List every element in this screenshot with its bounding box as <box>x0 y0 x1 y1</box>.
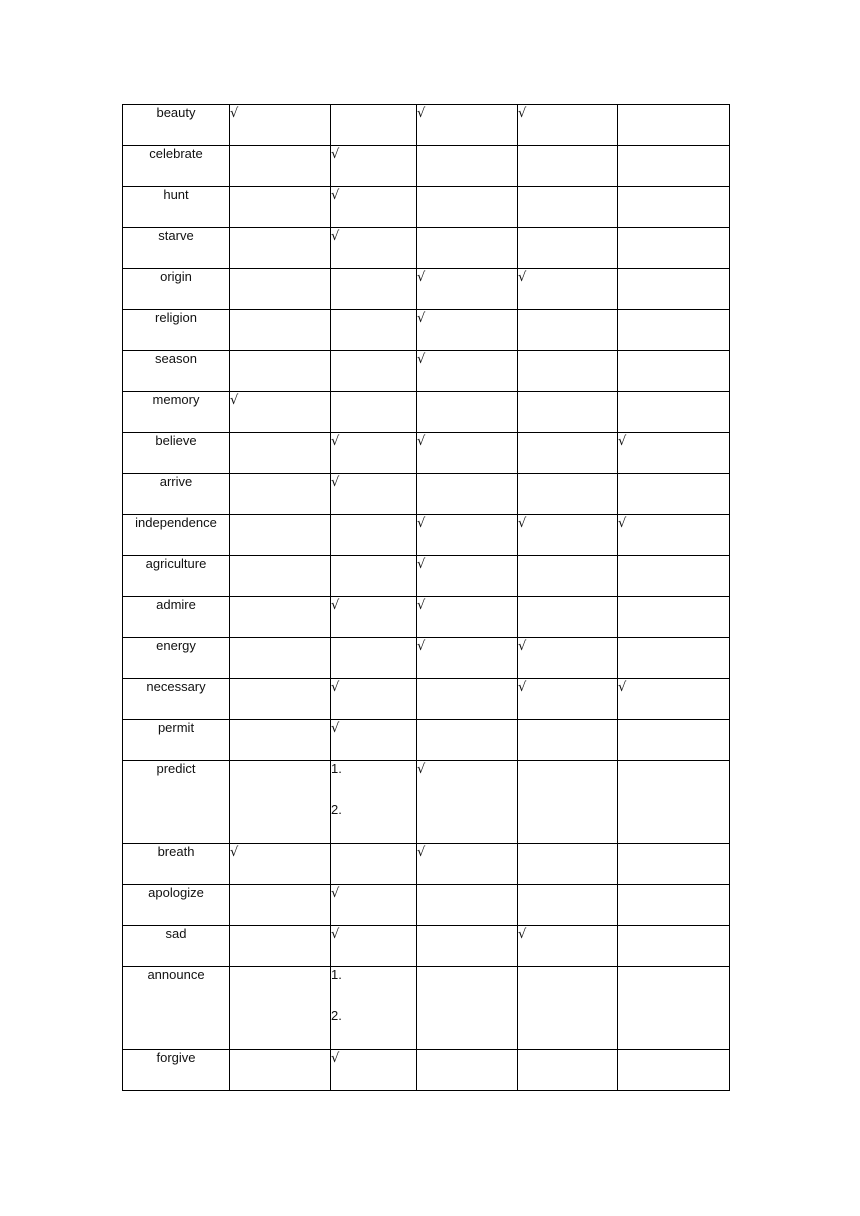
table-row <box>123 351 730 392</box>
mark-cell <box>331 761 417 844</box>
mark-cell <box>331 269 417 310</box>
mark-cell <box>518 556 618 597</box>
mark-cell <box>331 187 417 228</box>
word-cell <box>123 926 230 967</box>
mark-cell <box>417 885 518 926</box>
mark-cell <box>230 597 331 638</box>
mark-cell <box>518 967 618 1050</box>
check-mark: √ <box>518 106 527 121</box>
word-cell <box>123 638 230 679</box>
word-label: announce <box>147 967 205 982</box>
mark-cell <box>230 761 331 844</box>
mark-cell <box>230 1050 331 1091</box>
mark-cell <box>518 105 618 146</box>
mark-cell <box>417 515 518 556</box>
mark-cell <box>618 761 730 844</box>
word-label: predict <box>156 761 196 776</box>
mark-cell <box>518 515 618 556</box>
check-mark: √ <box>331 927 340 942</box>
mark-cell <box>331 1050 417 1091</box>
table-row <box>123 515 730 556</box>
mark-cell <box>518 638 618 679</box>
mark-cell <box>417 433 518 474</box>
mark-cell <box>230 679 331 720</box>
mark-cell <box>230 844 331 885</box>
mark-cell <box>230 515 331 556</box>
mark-cell <box>331 597 417 638</box>
mark-cell <box>417 1050 518 1091</box>
word-cell <box>123 392 230 433</box>
word-label: arrive <box>159 474 193 489</box>
mark-cell <box>518 679 618 720</box>
mark-cell <box>618 885 730 926</box>
mark-cell <box>230 392 331 433</box>
word-label: independence <box>135 515 217 530</box>
mark-cell <box>331 105 417 146</box>
check-mark: √ <box>518 270 527 285</box>
check-mark: √ <box>417 270 426 285</box>
mark-cell <box>618 105 730 146</box>
word-label: memory <box>152 392 200 407</box>
mark-cell <box>417 187 518 228</box>
mark-cell <box>230 146 331 187</box>
mark-cell <box>518 474 618 515</box>
check-mark: √ <box>417 106 426 121</box>
word-cell <box>123 105 230 146</box>
mark-cell <box>618 556 730 597</box>
check-mark: √ <box>230 845 239 860</box>
mark-cell <box>230 556 331 597</box>
mark-cell <box>230 351 331 392</box>
word-label: believe <box>155 433 197 448</box>
word-cell <box>123 720 230 761</box>
mark-cell <box>331 433 417 474</box>
mark-cell <box>518 720 618 761</box>
mark-cell <box>417 844 518 885</box>
table-row <box>123 392 730 433</box>
mark-cell <box>331 844 417 885</box>
word-cell <box>123 351 230 392</box>
word-cell <box>123 433 230 474</box>
word-label: permit <box>157 720 195 735</box>
mark-cell <box>331 351 417 392</box>
mark-cell <box>417 228 518 269</box>
table-row <box>123 105 730 146</box>
word-label: hunt <box>163 187 189 202</box>
mark-cell <box>618 433 730 474</box>
mark-cell <box>230 638 331 679</box>
word-label: beauty <box>156 105 196 120</box>
mark-cell <box>518 228 618 269</box>
mark-cell <box>618 351 730 392</box>
mark-cell <box>518 310 618 351</box>
word-cell <box>123 761 230 844</box>
mark-cell <box>518 885 618 926</box>
table-row <box>123 720 730 761</box>
table-row <box>123 967 730 1050</box>
check-mark: √ <box>230 106 239 121</box>
check-mark: √ <box>417 845 426 860</box>
mark-cell <box>417 474 518 515</box>
word-cell <box>123 474 230 515</box>
check-mark: √ <box>518 639 527 654</box>
mark-cell <box>331 474 417 515</box>
table-row <box>123 228 730 269</box>
mark-cell <box>230 433 331 474</box>
word-cell <box>123 597 230 638</box>
word-label: breath <box>157 844 195 859</box>
word-cell <box>123 679 230 720</box>
mark-cell <box>518 269 618 310</box>
mark-cell <box>230 310 331 351</box>
mark-cell <box>618 679 730 720</box>
word-label: religion <box>155 310 197 325</box>
word-cell <box>123 556 230 597</box>
mark-cell <box>417 720 518 761</box>
mark-cell <box>331 720 417 761</box>
mark-cell <box>417 967 518 1050</box>
mark-cell <box>518 146 618 187</box>
check-mark: √ <box>417 762 426 777</box>
table-row <box>123 679 730 720</box>
mark-cell <box>518 392 618 433</box>
mark-cell <box>331 392 417 433</box>
word-label: starve <box>158 228 194 243</box>
check-mark: √ <box>518 680 527 695</box>
mark-cell <box>518 844 618 885</box>
mark-cell <box>518 761 618 844</box>
mark-cell <box>417 105 518 146</box>
mark-cell <box>518 926 618 967</box>
mark-cell <box>331 146 417 187</box>
mark-cell <box>230 926 331 967</box>
mark-cell <box>618 146 730 187</box>
check-mark: √ <box>417 311 426 326</box>
check-mark: √ <box>331 229 340 244</box>
mark-cell <box>618 228 730 269</box>
check-mark: √ <box>331 598 340 613</box>
mark-cell <box>331 638 417 679</box>
table-row <box>123 433 730 474</box>
check-mark: √ <box>518 927 527 942</box>
mark-cell <box>518 351 618 392</box>
mark-cell <box>417 269 518 310</box>
check-mark: √ <box>230 393 239 408</box>
check-mark: √ <box>331 475 340 490</box>
mark-cell <box>618 720 730 761</box>
mark-cell <box>331 228 417 269</box>
mark-cell <box>618 269 730 310</box>
mark-cell <box>618 187 730 228</box>
check-mark: √ <box>417 557 426 572</box>
mark-cell <box>230 720 331 761</box>
check-mark: √ <box>331 434 340 449</box>
mark-cell <box>230 967 331 1050</box>
word-cell <box>123 1050 230 1091</box>
word-cell <box>123 310 230 351</box>
mark-cell <box>618 967 730 1050</box>
word-cell <box>123 228 230 269</box>
numbered-item: 2. <box>331 1008 342 1023</box>
word-label: apologize <box>148 885 204 900</box>
mark-cell <box>618 844 730 885</box>
word-label: energy <box>156 638 196 653</box>
word-label: admire <box>156 597 196 612</box>
table-row <box>123 761 730 844</box>
word-label: sad <box>165 926 187 941</box>
mark-cell <box>230 228 331 269</box>
table-row <box>123 269 730 310</box>
mark-cell <box>417 597 518 638</box>
numbered-item: 1. <box>331 761 342 776</box>
numbered-item: 1. <box>331 967 342 982</box>
table-row <box>123 474 730 515</box>
mark-cell <box>331 885 417 926</box>
check-mark: √ <box>331 147 340 162</box>
table-row <box>123 1050 730 1091</box>
mark-cell <box>230 187 331 228</box>
mark-cell <box>230 474 331 515</box>
mark-cell <box>618 638 730 679</box>
word-label: forgive <box>156 1050 196 1065</box>
word-label: season <box>155 351 197 366</box>
check-mark: √ <box>417 434 426 449</box>
mark-cell <box>417 351 518 392</box>
word-cell <box>123 515 230 556</box>
mark-cell <box>518 433 618 474</box>
mark-cell <box>417 679 518 720</box>
mark-cell <box>417 146 518 187</box>
check-mark: √ <box>618 434 627 449</box>
word-cell <box>123 967 230 1050</box>
table-row <box>123 187 730 228</box>
check-mark: √ <box>618 516 627 531</box>
mark-cell <box>618 926 730 967</box>
mark-cell <box>331 967 417 1050</box>
mark-cell <box>417 926 518 967</box>
word-label: necessary <box>146 679 206 694</box>
word-label: origin <box>160 269 192 284</box>
check-mark: √ <box>331 680 340 695</box>
check-mark: √ <box>331 188 340 203</box>
table-row <box>123 885 730 926</box>
table-row <box>123 926 730 967</box>
word-cell <box>123 885 230 926</box>
word-cell <box>123 844 230 885</box>
mark-cell <box>417 392 518 433</box>
check-mark: √ <box>417 598 426 613</box>
word-cell <box>123 146 230 187</box>
table-row <box>123 638 730 679</box>
table-row <box>123 310 730 351</box>
word-table-body <box>123 105 730 1091</box>
mark-cell <box>331 926 417 967</box>
mark-cell <box>618 392 730 433</box>
mark-cell <box>618 515 730 556</box>
mark-cell <box>331 310 417 351</box>
mark-cell <box>618 310 730 351</box>
mark-cell <box>618 474 730 515</box>
word-label: agriculture <box>145 556 207 571</box>
table-row <box>123 556 730 597</box>
mark-cell <box>331 515 417 556</box>
mark-cell <box>518 597 618 638</box>
check-mark: √ <box>417 639 426 654</box>
mark-cell <box>230 885 331 926</box>
word-table <box>122 104 730 1091</box>
check-mark: √ <box>331 886 340 901</box>
mark-cell <box>417 310 518 351</box>
mark-cell <box>417 761 518 844</box>
numbered-item: 2. <box>331 802 342 817</box>
mark-cell <box>417 556 518 597</box>
check-mark: √ <box>518 516 527 531</box>
table-row <box>123 844 730 885</box>
table-row <box>123 597 730 638</box>
mark-cell <box>230 269 331 310</box>
mark-cell <box>518 187 618 228</box>
mark-cell <box>230 105 331 146</box>
mark-cell <box>618 597 730 638</box>
mark-cell <box>518 1050 618 1091</box>
check-mark: √ <box>618 680 627 695</box>
word-cell <box>123 187 230 228</box>
mark-cell <box>331 556 417 597</box>
check-mark: √ <box>331 1051 340 1066</box>
word-label: celebrate <box>149 146 203 161</box>
mark-cell <box>417 638 518 679</box>
word-cell <box>123 269 230 310</box>
check-mark: √ <box>331 721 340 736</box>
check-mark: √ <box>417 352 426 367</box>
mark-cell <box>331 679 417 720</box>
mark-cell <box>618 1050 730 1091</box>
check-mark: √ <box>417 516 426 531</box>
table-row <box>123 146 730 187</box>
